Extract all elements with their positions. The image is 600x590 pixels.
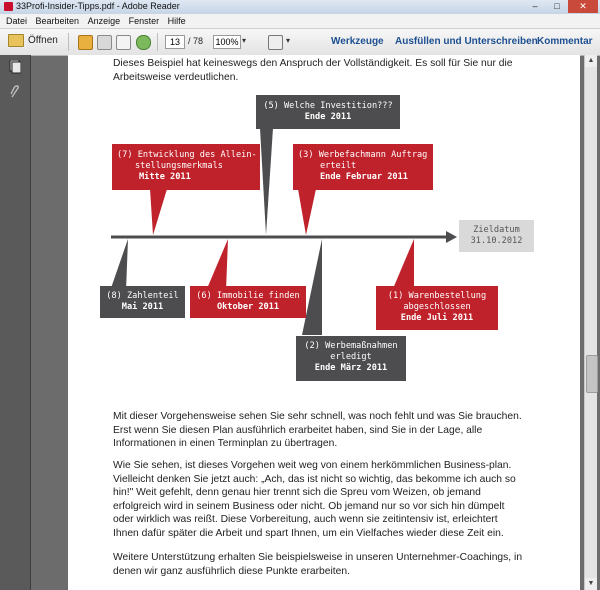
milestone-1 [376, 286, 498, 330]
menu-fenster[interactable]: Fenster [128, 16, 160, 26]
sign-icon[interactable] [116, 35, 131, 50]
pointer-7 [150, 189, 167, 235]
share-icon[interactable] [136, 35, 151, 50]
milestone-7-label: (7) Entwicklung des Allein- [117, 150, 257, 160]
zoom-dropdown-icon[interactable]: ▾ [242, 36, 247, 45]
pointer-6 [206, 239, 228, 291]
pointer-1 [392, 239, 414, 291]
milestone-5-label: (5) Welche Investition??? [263, 101, 393, 111]
maximize-button[interactable]: □ [554, 1, 560, 11]
milestone-8 [100, 286, 185, 318]
print-icon[interactable] [97, 35, 112, 50]
pointer-3 [298, 189, 316, 235]
target-date-value: 31.10.2012 [470, 236, 523, 246]
milestone-5-date: Ende 2011 [304, 112, 352, 122]
milestone-1-label-2: abgeschlossen [403, 302, 471, 312]
milestone-3-label-2: erteilt [320, 161, 357, 171]
menu-datei[interactable]: Datei [6, 16, 28, 26]
milestone-5 [256, 95, 400, 129]
milestone-2-label: (2) Werbemaßnahmen [304, 341, 398, 351]
milestone-8-label: (8) Zahlenteil [106, 291, 179, 301]
milestone-2-label-2: erledigt [330, 352, 372, 362]
paragraph-2: Wie Sie sehen, ist dieses Vorgehen weit weg von einem herkömmlichen Business-plan. Vielleicht denken Sie jetzt auch: „Ach, das ist nicht so wichtig, das bekomme ich auch so hin!" Weit gefehlt, denn genau hier trennt sich die Spreu vom Weizen, ob jemand erfolgreich wird in seinem Business oder nicht. Ob jemand nur so vor sich hin dümpelt oder wirklich was reißt. Diese Vorbereitung, auch wenn sie zeitintensiv ist, erleichtert Ihnen dafür später die Arbeit und spart Ihnen, um ein Vielfaches wieder diese Zeit ein. [113, 460, 516, 539]
milestone-6-date: Oktober 2011 [216, 302, 280, 312]
menu-bar [0, 14, 600, 29]
milestone-6 [190, 286, 306, 318]
target-date-label: Zieldatum [473, 225, 520, 235]
tools-button[interactable]: Werkzeuge [331, 36, 384, 47]
scroll-up-icon[interactable]: ▲ [585, 55, 597, 67]
toolbar-separator [157, 33, 158, 51]
page-total: / 78 [188, 36, 204, 46]
menu-anzeige[interactable]: Anzeige [87, 16, 121, 26]
menu-bearbeiten[interactable]: Bearbeiten [35, 16, 80, 26]
comment-button[interactable]: Kommentar [537, 36, 593, 47]
milestone-7 [112, 144, 260, 190]
milestone-1-date: Ende Juli 2011 [400, 313, 474, 323]
create-pdf-icon[interactable] [78, 35, 93, 50]
more-tools-icon[interactable]: ▾ [286, 36, 291, 45]
title-bar [0, 0, 600, 14]
window-controls [524, 0, 598, 13]
milestone-3-label: (3) Werbefachmann Auftrag [298, 150, 428, 160]
milestone-7-label-2: stellungsmerkmals [135, 161, 223, 171]
page-thumbnails-icon[interactable] [9, 60, 21, 74]
pointer-5 [260, 128, 273, 235]
scroll-down-icon[interactable]: ▼ [585, 578, 597, 590]
paragraph-3: Weitere Unterstützung erhalten Sie beispielsweise in unseren Unternehmer-Coachings, in denen wir ganz ausführlich diese Punkte erarbeiten. [113, 552, 523, 577]
attachments-icon[interactable] [9, 85, 21, 99]
fill-sign-button[interactable]: Ausfüllen und Unterschreiben [395, 36, 538, 47]
intro-paragraph: Dieses Beispiel hat keineswegs den Anspruch der Vollständigkeit. Es soll für Sie nur die Arbeitsweise verdeutlichen. [113, 58, 513, 83]
navigation-panel [0, 55, 31, 590]
toolbar [0, 29, 600, 56]
milestone-1-label: (1) Warenbestellung [387, 291, 487, 301]
milestone-7-date: Mitte 2011 [139, 172, 191, 182]
timeline-arrow [446, 231, 457, 243]
adobe-reader-icon [4, 2, 13, 11]
target-date-box [459, 220, 534, 252]
milestone-2-date: Ende März 2011 [314, 363, 388, 373]
zoom-input[interactable]: 100% [213, 35, 241, 49]
fit-page-icon[interactable] [268, 35, 283, 50]
folder-icon [8, 34, 24, 47]
window-title: 33Profi-Insider-Tipps.pdf - Adobe Reader [16, 1, 180, 11]
scroll-thumb[interactable] [586, 355, 598, 393]
menu-hilfe[interactable]: Hilfe [167, 16, 186, 26]
page-number-input[interactable]: 13 [165, 35, 185, 49]
milestone-6-label: (6) Immobilie finden [196, 291, 300, 301]
milestone-8-date: Mai 2011 [121, 302, 164, 312]
minimize-button[interactable]: – [532, 1, 538, 11]
milestone-3 [293, 144, 433, 190]
open-label: Öffnen [28, 35, 58, 46]
paragraph-1: Mit dieser Vorgehensweise sehen Sie sehr schnell, was noch fehlt und was Sie brauchen. Erst wenn Sie diesen Plan ausführlich erarbeitet haben, sind Sie in der Lage, alle Informationen in einen Terminplan zu übertragen. [113, 411, 522, 449]
vertical-scrollbar[interactable] [584, 55, 597, 590]
timeline-diagram [68, 95, 580, 390]
open-button[interactable] [8, 34, 58, 47]
close-button[interactable]: ✕ [568, 0, 598, 13]
toolbar-separator [68, 33, 69, 51]
milestone-2 [296, 336, 406, 381]
pointer-8 [110, 239, 128, 291]
milestone-3-date: Ende Februar 2011 [320, 172, 408, 182]
